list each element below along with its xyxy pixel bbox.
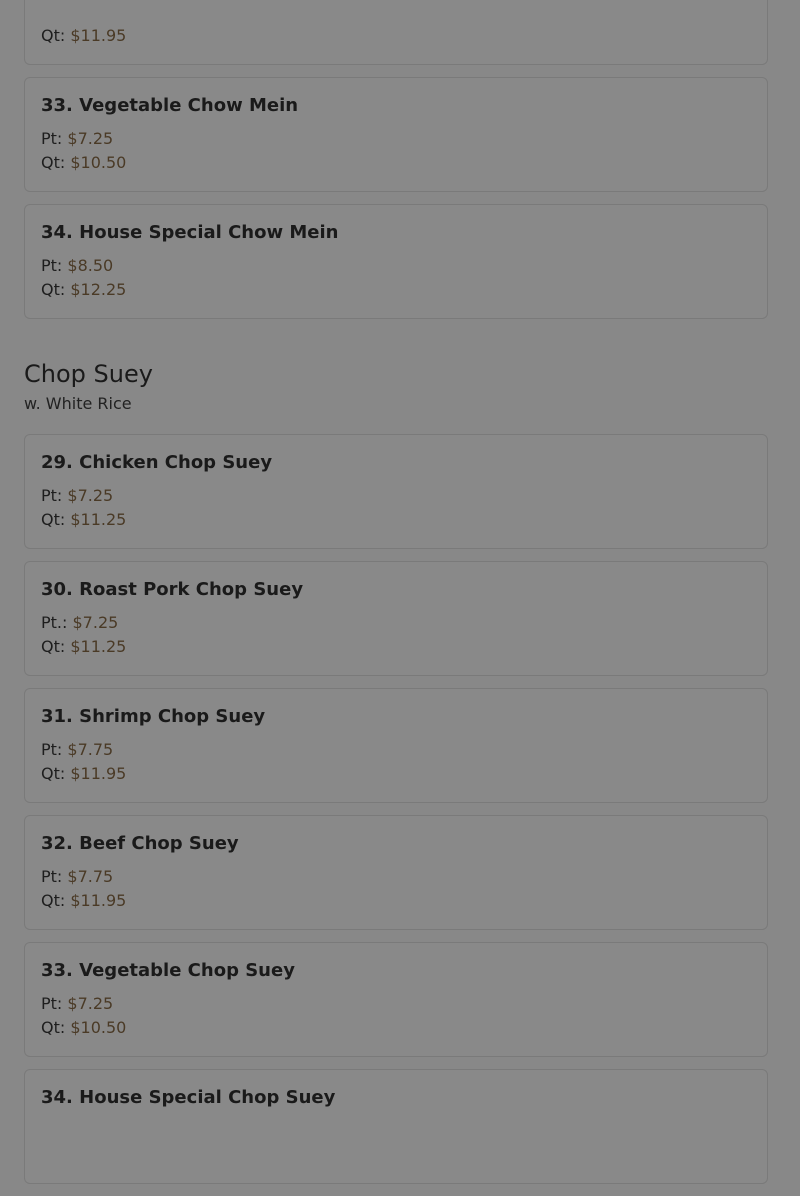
pint-label: Pt: [41, 129, 63, 148]
price-row-pint [41, 738, 751, 762]
quart-label: Qt: [41, 26, 66, 45]
menu-item-card[interactable] [24, 688, 768, 803]
quart-price: $12.25 [70, 280, 127, 299]
menu-item-card[interactable] [24, 77, 768, 192]
price-row-quart [41, 1016, 751, 1040]
quart-price: $11.25 [70, 510, 127, 529]
menu-item-name: 34. House Special Chow Mein [41, 222, 339, 243]
price-row-pint [41, 484, 751, 508]
quart-label: Qt: [41, 637, 66, 656]
quart-label: Qt: [41, 764, 66, 783]
price-row-quart [41, 151, 751, 175]
pint-price: $7.75 [67, 740, 114, 759]
price-row-quart [41, 635, 751, 659]
menu-list [24, 0, 768, 1196]
quart-price: $11.25 [70, 637, 127, 656]
quart-price: $11.95 [70, 764, 127, 783]
section-title: Chop Suey [24, 360, 153, 388]
menu-item-name: 32. Beef Chop Suey [41, 833, 239, 854]
price-row-pint [41, 865, 751, 889]
price-row-pint [41, 254, 751, 278]
price-row-pint [41, 0, 751, 24]
quart-label: Qt: [41, 280, 66, 299]
pint-price: $7.25 [72, 613, 119, 632]
menu-item-card[interactable] [24, 815, 768, 930]
pint-price: $7.25 [67, 129, 114, 148]
menu-item-card[interactable] [24, 1069, 768, 1184]
quart-price: $11.95 [70, 891, 127, 910]
pint-price: $7.25 [67, 994, 114, 1013]
quart-price: $11.95 [70, 26, 127, 45]
price-row-quart [41, 24, 751, 48]
pint-label: Pt: [41, 256, 63, 275]
price-row-quart [41, 278, 751, 302]
price-row-quart [41, 889, 751, 913]
price-row-pint [41, 992, 751, 1016]
pint-label: Pt: [41, 994, 63, 1013]
menu-item-card[interactable] [24, 434, 768, 549]
pint-price: $7.75 [67, 867, 114, 886]
menu-item-card[interactable] [24, 204, 768, 319]
quart-price: $10.50 [70, 1018, 127, 1037]
menu-item-name: 33. Vegetable Chop Suey [41, 960, 295, 981]
menu-item-name: 33. Vegetable Chow Mein [41, 95, 299, 116]
quart-price: $10.50 [70, 153, 127, 172]
quart-label: Qt: [41, 153, 66, 172]
section-subtitle: w. White Rice [24, 394, 132, 413]
pint-label: Pt: [41, 486, 63, 505]
pint-price: $7.25 [67, 486, 114, 505]
pint-label: Pt: [41, 867, 63, 886]
section-header [24, 331, 768, 416]
pint-label: Pt.: [41, 613, 68, 632]
menu-item-name: 29. Chicken Chop Suey [41, 452, 273, 473]
pint-label: Pt: [41, 740, 63, 759]
menu-item-card[interactable] [24, 0, 768, 65]
menu-item-name: 30. Roast Pork Chop Suey [41, 579, 304, 600]
quart-label: Qt: [41, 1018, 66, 1037]
menu-item-card[interactable] [24, 561, 768, 676]
quart-label: Qt: [41, 891, 66, 910]
menu-item-card[interactable] [24, 942, 768, 1057]
price-row-pint [41, 127, 751, 151]
quart-label: Qt: [41, 510, 66, 529]
menu-item-name: 34. House Special Chop Suey [41, 1087, 336, 1108]
pint-price: $8.50 [67, 256, 114, 275]
menu-item-name: 31. Shrimp Chop Suey [41, 706, 266, 727]
price-row-quart [41, 762, 751, 786]
price-row-pint [41, 611, 751, 635]
price-row-quart [41, 508, 751, 532]
